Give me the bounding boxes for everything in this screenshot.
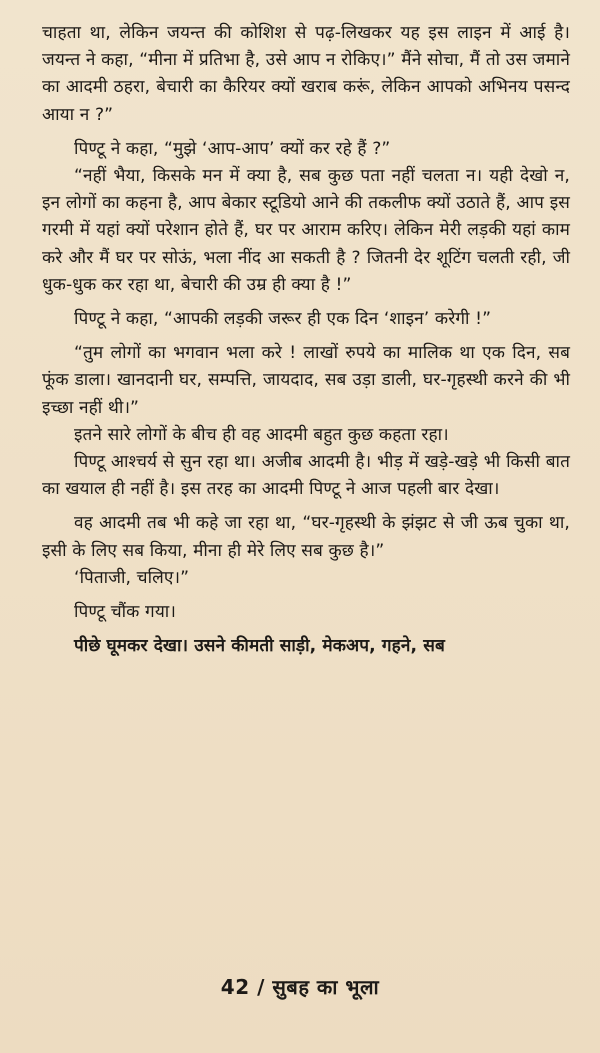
book-title: सुबह का भूला: [272, 975, 380, 999]
paragraph-daughter-call: ‘पिताजी, चलिए।”: [74, 567, 190, 588]
page-text-block: [42, 20, 570, 660]
paragraph-man-talking: इतने सारे लोगों के बीच ही वह आदमी बहुत कुछ कहता रहा।: [74, 424, 449, 445]
paragraph-pintu-surprised: पिण्टू आश्चर्य से सुन रहा था। अजीब आदमी है। भीड़ में खड़े-खड़े भी किसी बात का खयाल ही नहीं है। इस तरह का आदमी पिण्टू ने आज पहली बार देखा।: [42, 452, 570, 500]
paragraph-continuation: चाहता था, लेकिन जयन्त की कोशिश से पढ़-लिखकर यह इस लाइन में आई है। जयन्त ने कहा, “मीना में प्रतिभा है, उसे आप न रोकिए।” मैंने सोचा, मैं तो उस जमाने का आदमी ठहरा, बेचारी का कैरियर क्यों खराब करूं, लेकिन आपको अभिनय पसन्द आया न ?”: [42, 23, 570, 125]
paragraph-turn-around: पीछे घूमकर देखा। उसने कीमती साड़ी, मेकअप, गहने, सब: [74, 636, 445, 657]
paragraph-pintu-shine: पिण्टू ने कहा, “आपकी लड़की जरूर ही एक दिन ‘शाइन’ करेगी !”: [74, 309, 492, 330]
paragraph-father-reply: “नहीं भैया, किसके मन में क्या है, सब कुछ पता नहीं चलता न। यही देखो न, इन लोगों का कहना है, आप बेकार स्टूडियो आने की तकलीफ क्यों उठाते हैं, आप इस गरमी में यहां क्यों परेशान होते हैं, घर पर आराम करिए। लेकिन मेरी लड़की यहां काम करे और मैं घर पर सोऊं, भला नींद आ सकती है ? जितनी देर शूटिंग चलती रही, जी धुक-धुक कर रहा था, बेचारी की उम्र ही क्या है !”: [42, 166, 570, 295]
paragraph-father-blessing: “तुम लोगों का भगवान भला करे ! लाखों रुपये का मालिक था एक दिन, सब फूंक डाला। खानदानी घर, सम्पत्ति, जायदाद, सब उड़ा डाली, घर-गृहस्थी करने की भी इच्छा नहीं थी।”: [42, 343, 570, 418]
footer-separator: /: [257, 975, 265, 999]
paragraph-pintu-question: पिण्टू ने कहा, “मुझे ‘आप-आप’ क्यों कर रहे हैं ?”: [74, 138, 391, 159]
paragraph-man-continues: वह आदमी तब भी कहे जा रहा था, “घर-गृहस्थी के झंझट से जी ऊब चुका था, इसी के लिए सब किया, मीना ही मेरे लिए सब कुछ है।”: [42, 513, 570, 561]
paragraph-pintu-startled: पिण्टू चौंक गया।: [74, 602, 176, 623]
page-number: 42: [220, 975, 250, 999]
page-footer: [0, 973, 600, 1000]
